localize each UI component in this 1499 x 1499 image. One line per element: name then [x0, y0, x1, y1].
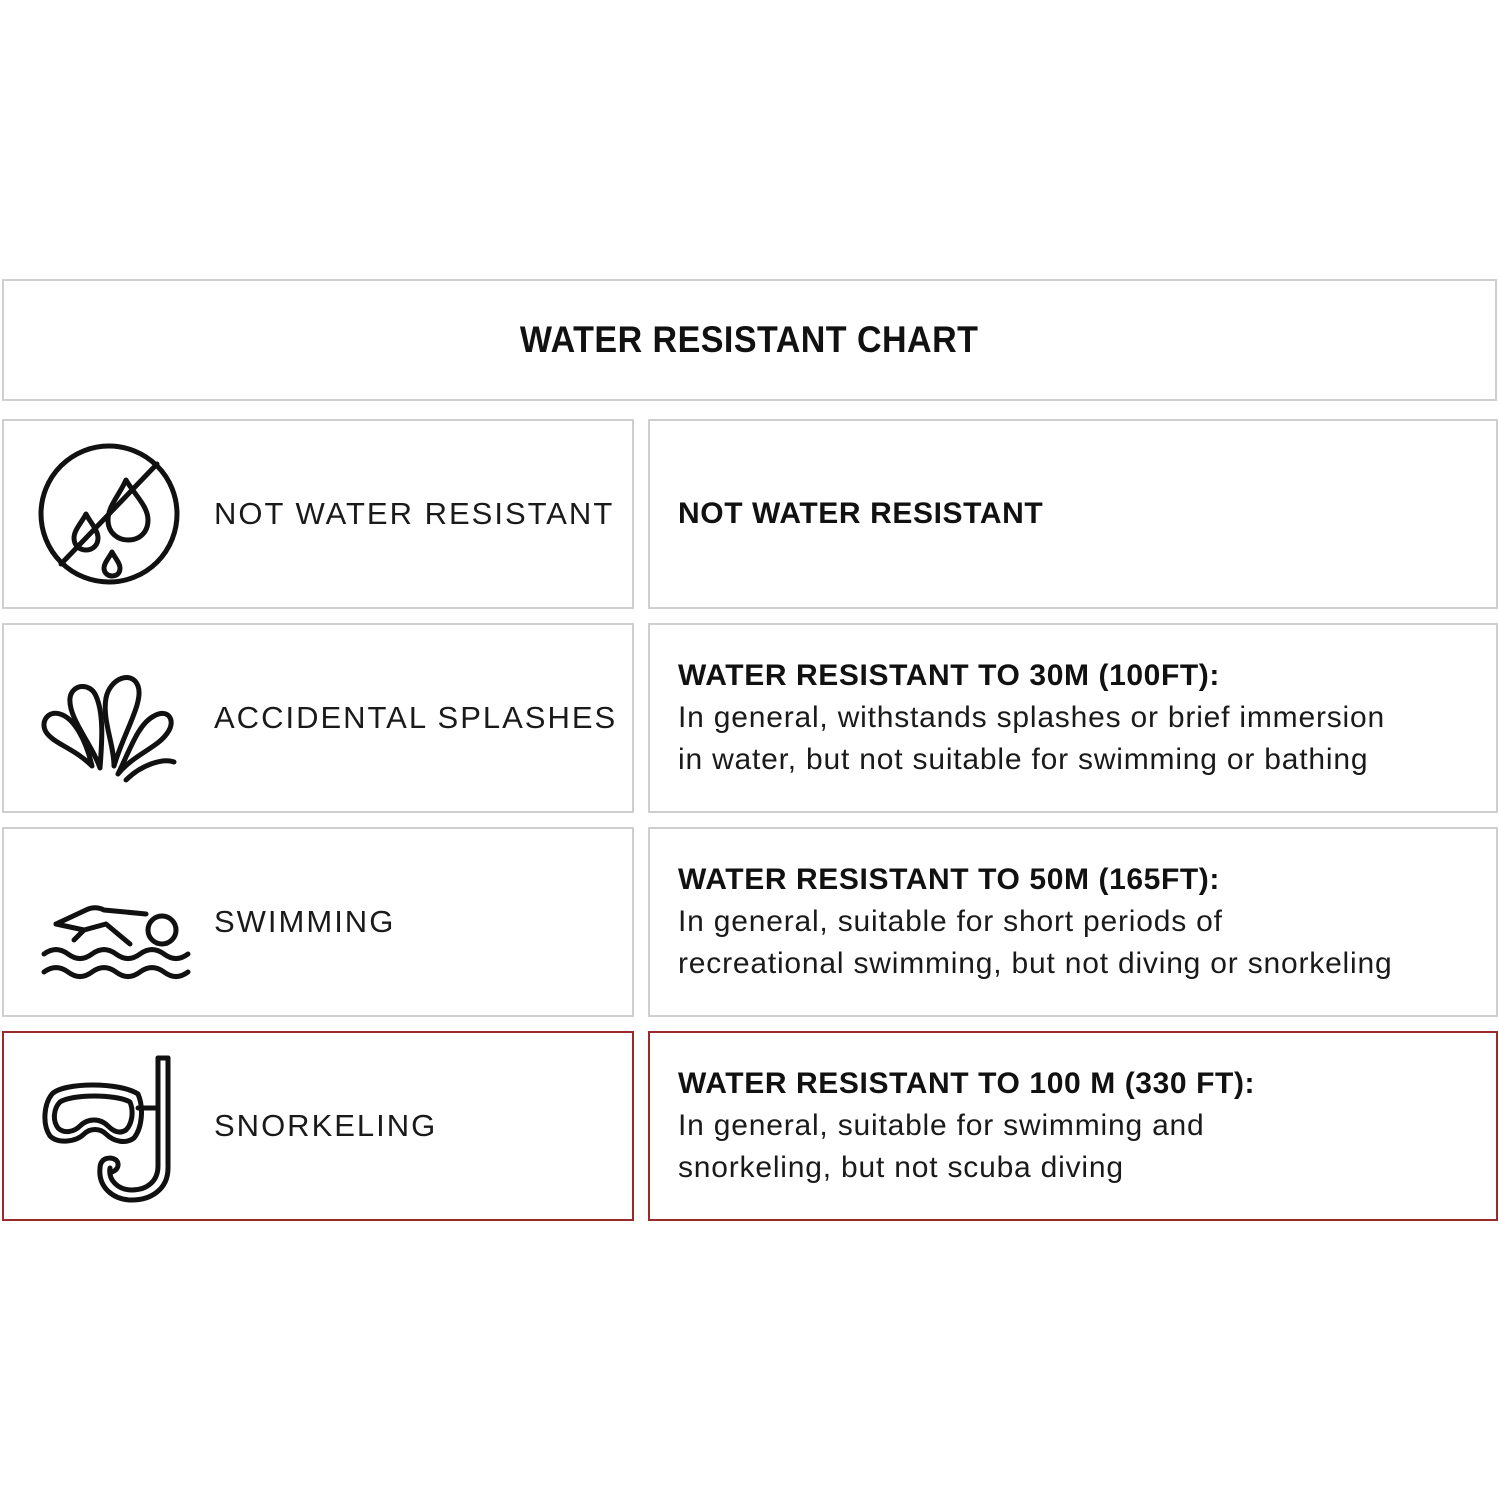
row-swimming-left: [2, 827, 634, 1017]
row-accidental-splashes-right: [648, 623, 1498, 813]
row-description-line: In general, suitable for short periods of: [678, 905, 1223, 938]
row-description-line: recreational swimming, but not diving or snorkeling: [678, 947, 1393, 980]
row-description-line: In general, suitable for swimming and: [678, 1109, 1205, 1142]
row-accidental-splashes-left: [2, 623, 634, 813]
snorkel-mask-icon: [34, 1048, 194, 1208]
row-label: SNORKELING: [214, 1108, 438, 1143]
row-label: ACCIDENTAL SPLASHES: [214, 700, 618, 735]
row-snorkeling-left: [2, 1031, 634, 1221]
row-heading: WATER RESISTANT TO 100 M (330 FT):: [678, 1067, 1256, 1100]
row-description-line: snorkeling, but not scuba diving: [678, 1151, 1124, 1184]
chart-title-box: [2, 279, 1497, 401]
chart-title: WATER RESISTANT CHART: [520, 319, 979, 360]
row-label: NOT WATER RESISTANT: [214, 496, 615, 531]
swimmer-icon: [34, 844, 194, 1004]
row-heading: WATER RESISTANT TO 50M (165FT):: [678, 863, 1220, 896]
row-swimming-right: [648, 827, 1498, 1017]
row-heading: WATER RESISTANT TO 30M (100FT):: [678, 659, 1220, 692]
row-not-water-resistant-left: [2, 419, 634, 609]
no-water-icon: [34, 436, 194, 596]
row-snorkeling-right: [648, 1031, 1498, 1221]
splash-icon: [34, 640, 194, 800]
row-not-water-resistant-right: [648, 419, 1498, 609]
row-description-line: in water, but not suitable for swimming or bathing: [678, 743, 1369, 776]
row-heading: NOT WATER RESISTANT: [678, 497, 1044, 530]
row-label: SWIMMING: [214, 904, 396, 939]
row-description-line: In general, withstands splashes or brief immersion: [678, 701, 1385, 734]
